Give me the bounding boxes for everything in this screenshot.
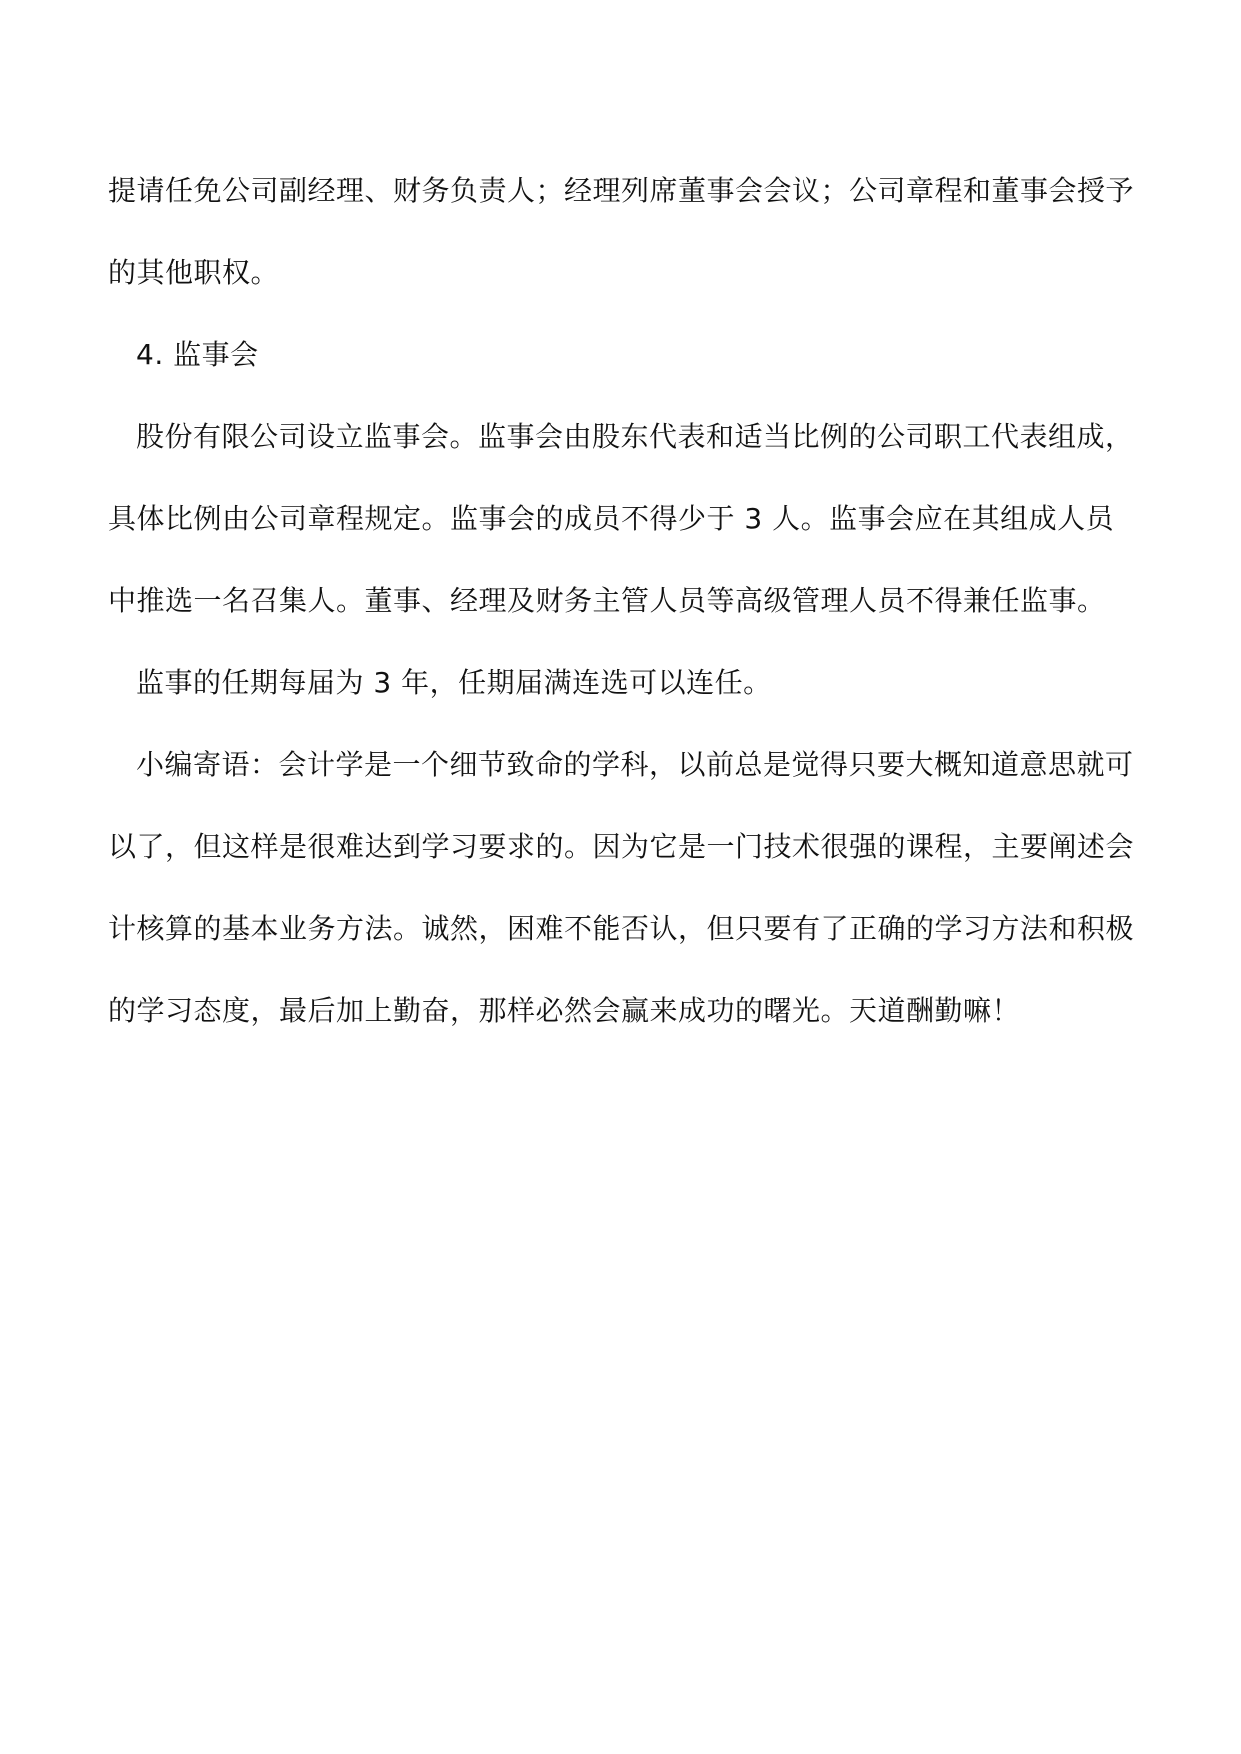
- document-body: [108, 150, 1138, 1052]
- paragraph-supervisor-term: 监事的任期每届为 3 年，任期届满连选可以连任。: [136, 666, 772, 699]
- section-heading-supervisory-board: 4. 监事会: [136, 338, 259, 371]
- paragraph-continuation: 提请任免公司副经理、财务负责人；经理列席董事会会议；公司章程和董事会授予的其他职权。: [108, 174, 1135, 289]
- paragraph-supervisory-board: 股份有限公司设立监事会。监事会由股东代表和适当比例的公司职工代表组成，具体比例由公司章程规定。监事会的成员不得少于 3 人。监事会应在其组成人员中推选一名召集人。董事、经理及财务主管人员等高级管理人员不得兼任监事。: [108, 420, 1134, 617]
- paragraph-editor-note: 小编寄语：会计学是一个细节致命的学科，以前总是觉得只要大概知道意思就可以了，但这样是很难达到学习要求的。因为它是一门技术很强的课程，主要阐述会计核算的基本业务方法。诚然，困难不能否认，但只要有了正确的学习方法和积极的学习态度，最后加上勤奋，那样必然会赢来成功的曙光。天道酬勤嘛！: [108, 748, 1135, 1027]
